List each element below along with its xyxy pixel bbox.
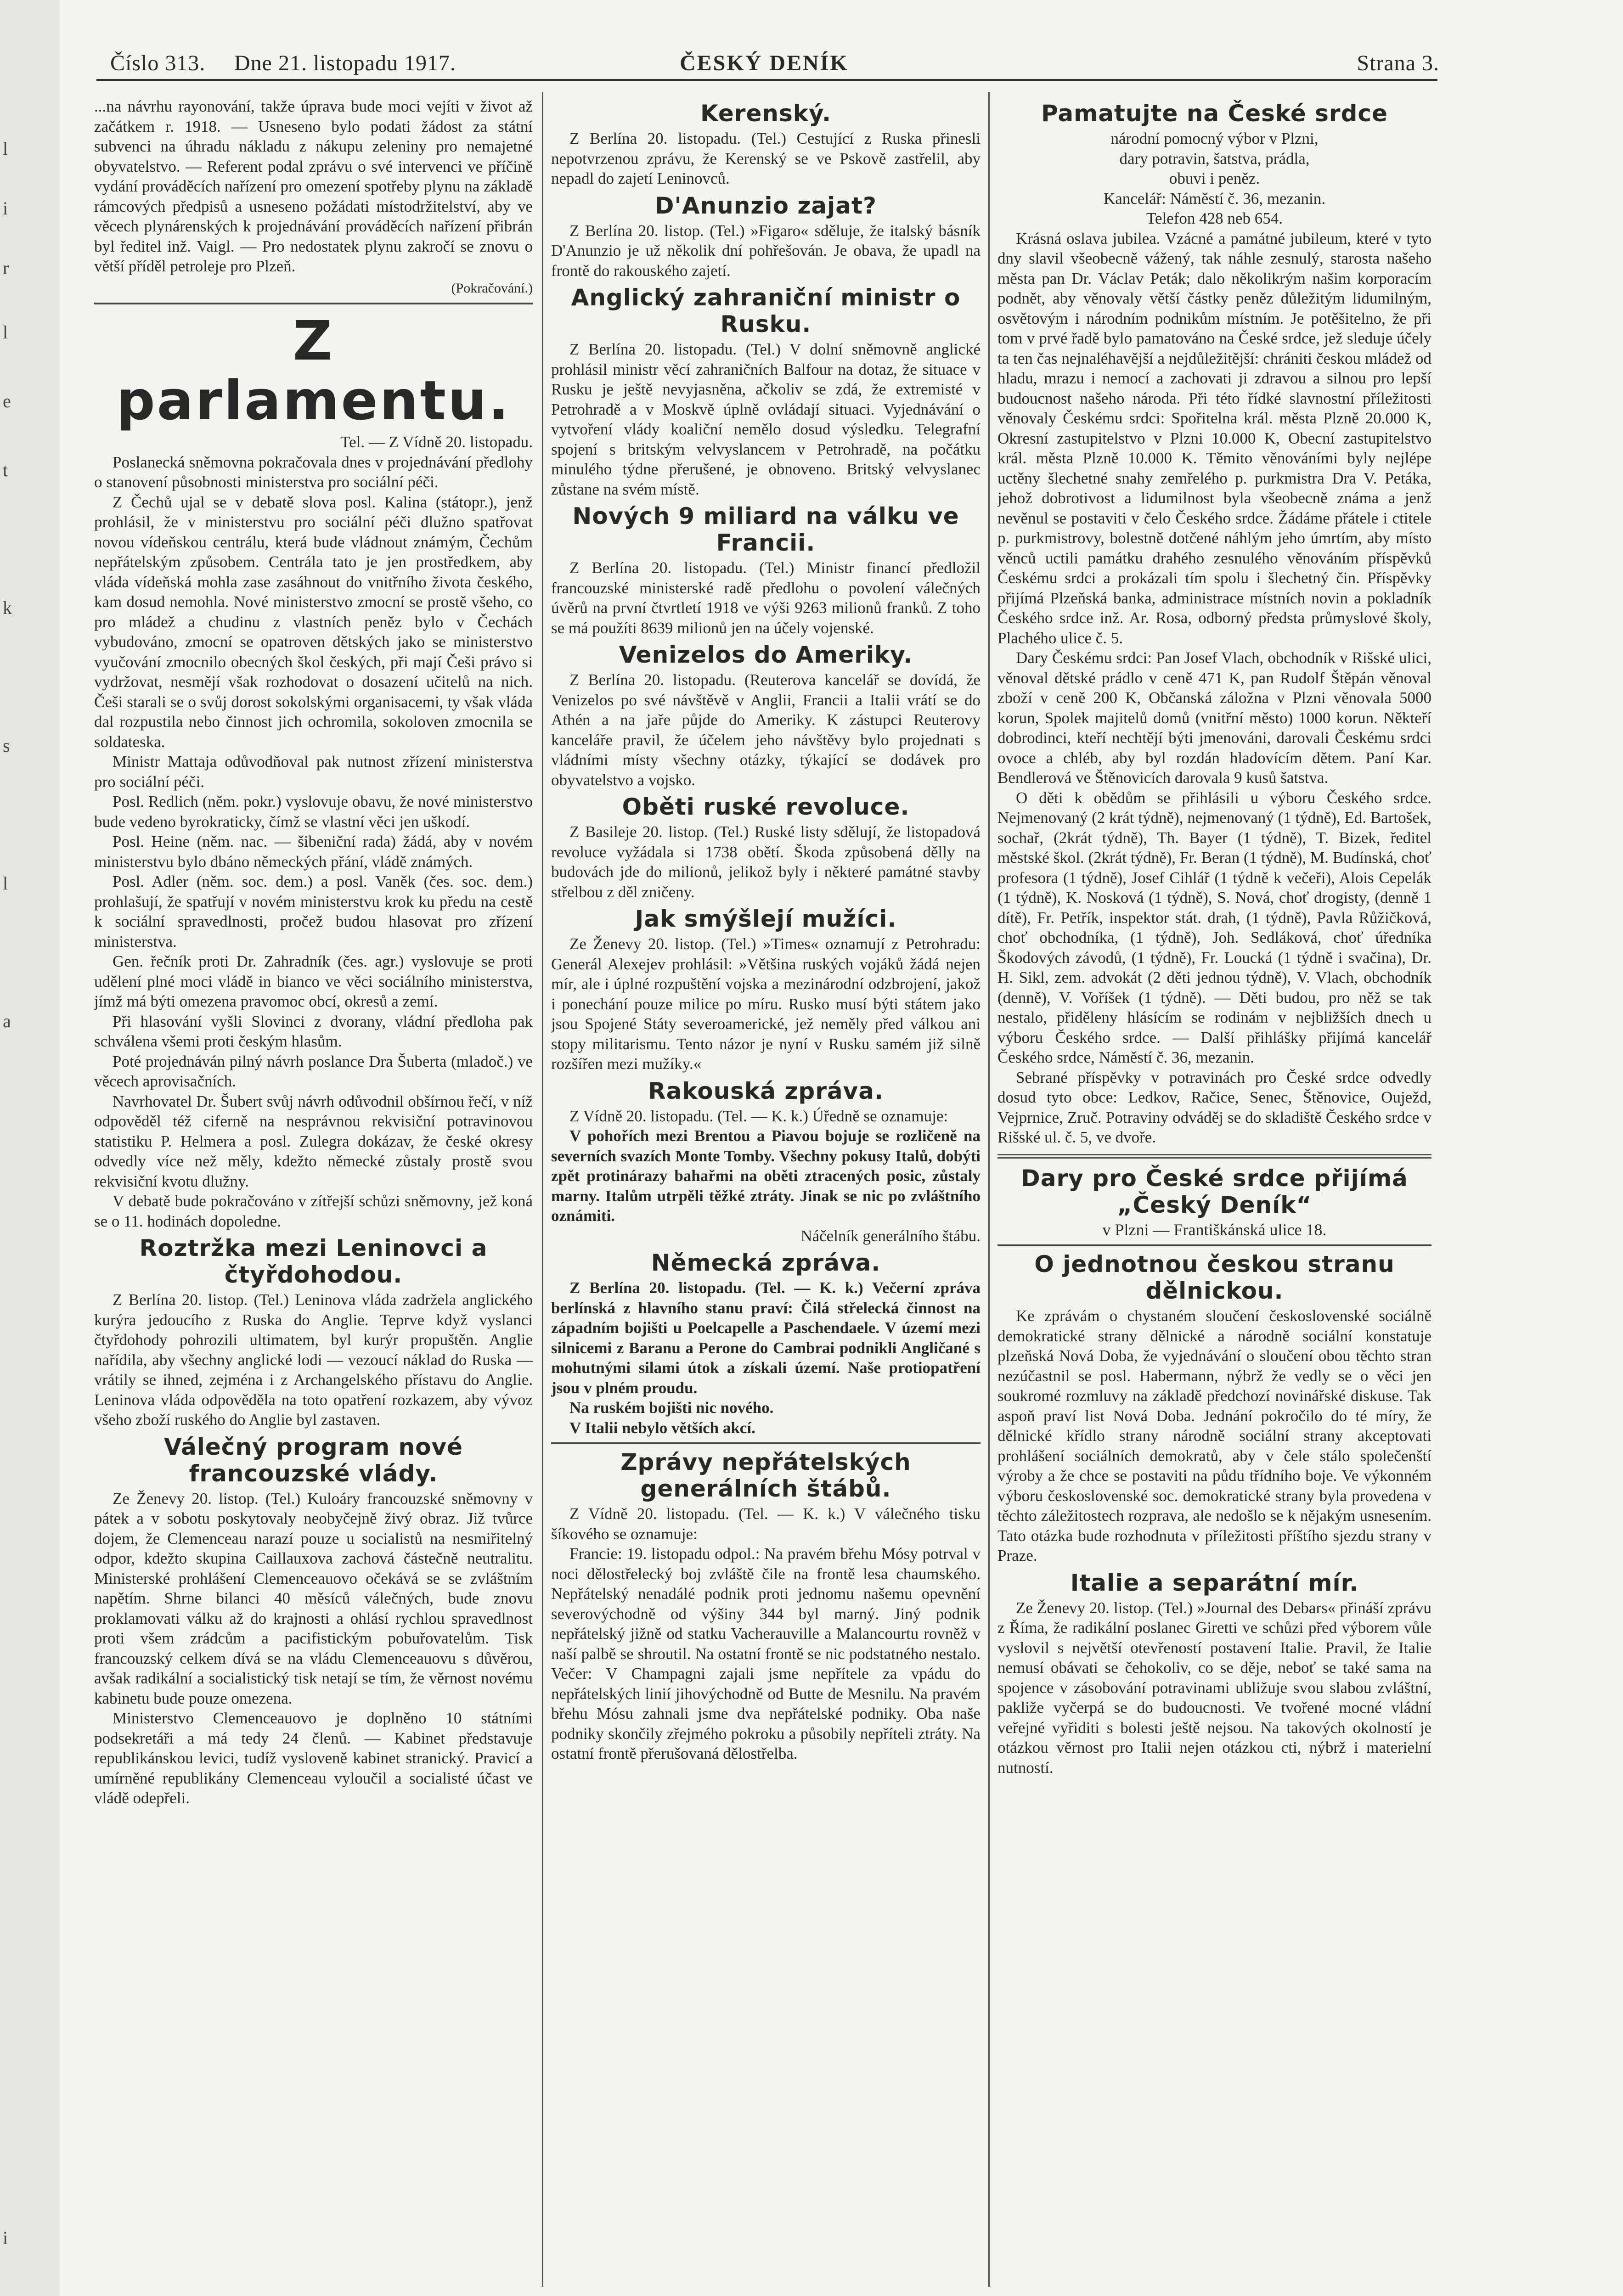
- column-1: [94, 96, 533, 2296]
- german-report-text-2: Na ruském bojišti nic nového.: [569, 1399, 774, 1417]
- enemy-reports-heading: Zprávy nepřátelských generálních štábů.: [620, 1449, 911, 1502]
- venizelos-heading: Venizelos do Ameriky.: [619, 642, 913, 668]
- victims-article: Z Basileje 20. listop. (Tel.) Ruské listy sdělují, že listopadová revoluce vyžádala si 1738 obětí. Škoda způsobená dělly na budovách jde do milionů, jelikož byly i některé památné stavby střelbou z děl zničeny.: [551, 823, 981, 901]
- section-double-rule: [997, 1154, 1431, 1159]
- column-divider-1: [542, 92, 543, 2287]
- issue-date: Dne 21. listopadu 1917.: [234, 51, 456, 75]
- venizelos-article: Z Berlína 20. listopadu. (Reuterova kancelář se dovídá, že Venizelos po své návštěvě v Anglii, Francii a Italii vrátí se do Athén a na jaře půjde do Ameriky. K zástupci Reuterovy kanceláře pravil, že účelem jeho návštěvy bylo projednati s vládními místy všechny otázky, týkající se dodávek pro obyvatelstvo a vojsko.: [551, 671, 981, 789]
- gifts-heading: Dary pro České srdce přijímá „Český Deník“: [1021, 1165, 1408, 1218]
- remember-line: národní pomocný výbor v Plzni,: [1110, 129, 1319, 147]
- article-continuation: ...na návrhu rayonování, takže úprava bude moci vejíti v život až začátkem r. 1918. — Usneseno bylo podati žádost za státní subvenci na úhradu nákladu z nákupu zeleniny pro nemajetné obyvatelstvo. — Referent podal zprávu o své intervenci ve příčině vydání prováděcích nařízení pro omezení spotřeby plynu na základě rámcových předpisů a usneseno požádati místodržitelství, aby ve věcech plynárenských k projednávání prováděcích nařízení přibrán byl ředitel inž. Vaigl. — Pro nedostatek plynu zakročí se znovu o větší příděl petroleje pro Plzeň.: [94, 97, 533, 275]
- parliament-paragraph: Posl. Heine (něm. nac. — šibeniční rada) žádá, aby v novém ministerstvu bylo dbáno německých přání, vládě známých.: [94, 833, 533, 871]
- peasants-article: Ze Ženevy 20. listop. (Tel.) »Times« oznamují z Petrohradu: Generál Alexejev prohlásil: »Většina ruských vojáků žádá nejen mír, ale i úplné rozpuštění vojska a mezinárodní odzbrojení, jakož i ponechání pouze milice po míru. Rusko musí býti státem jako jsou Spojené Státy severoamerické, jež neměly před válkou ani stopy militarismu. Tento názor je nyní v Rusku samém již silně rozšířen mezi mužíky.«: [551, 935, 981, 1073]
- parliament-paragraph: Z Čechů ujal se v debatě slova posl. Kalina (státopr.), jenž prohlásil, že v ministerstvu pro sociální péči dlužno spatřovat novou vídeňskou centrálu, která bude vládnout známým, Čechům nepřátelským způsobem. Centrála tato je jen prostředkem, aby vláda vídeňská mohla zase zasáhnout do vnitřního života českého, kam dosud nemohla. Nové ministerstvo zmocní se prostě všeho, co pro mládež a chudinu z vlastních peněz bylo v Čechách vybudováno, zmocní se opatroven dětských jako se ministerstvo vyučování zmocnilo obecných škol českých, při mají Češi právo si vydržovat, nesmějí však rozhodovat o dosazení učitelů na nich. Češi starali se o svůj dorost sokolskými organisacemi, ty však vláda dal rozpustila nebo činnost jich ochromila, sokoloven zmocnila se soldateska.: [94, 493, 533, 751]
- remember-heading: Pamatujte na České srdce: [1041, 100, 1388, 127]
- remember-paragraph: O děti k obědům se přihlásili u výboru Českého srdce. Nejmenovaný (2 krát týdně), nejmenovaný (1 týdně), Ed. Bartošek, sochař, (2krát týdně), Th. Bayer (1 týdně), T. Bizek, ředitel městské škol. (2krát týdně), Fr. Beran (1 týdně), M. Budínská, choť profesora (1 týdně), Josef Cihlář (1 týdně k večeři), Alois Cepelák (1 týdně), K. Nosková (1 týdně), S. Nová, choť drogisty, (denně 1 dítě), Fr. Petřík, inspektor stát. drah, (1 týdně), Pavla Růžičková, choť obchodníka, (1 týdně), Joh. Sedláková, choť úředníka Škodových závodů, (1 týdně), Fr. Loucká (1 týdně i svačina), Dr. H. Sikl, zem. advokát (2 děti jednou týdně), V. Vlach, obchodník (denně), V. Voříšek (1 týdně). — Děti budou, pro něž se tak nestalo, přiděleny hlásícím se rodinám v nejbližších dnech u výboru Českého srdce. — Další přihlášky přijímá kancelář Českého srdce, Náměstí č. 36, mezanin.: [997, 788, 1431, 1066]
- war-program-paragraph: Ze Ženevy 20. listop. (Tel.) Kuloáry francouzské sněmovny v pátek a v sobotu poskytovaly neobyčejně živý obraz. Již tvůrce dojem, že Clemenceau narazí pouze u socialistů na nesmiřitelný odpor, kdežto skupina Caillauxova zachová částečně neutralitu. Ministerské prohlášení Clemenceauovo očekává se se zvláštním napětím. Shrne bilanci 40 měsíců válečných, bude znovu proklamovati válku až do krajnosti a ohlásí rychlou spravedlnost proti všem zrádcům a pacifistickým pobuřovatelům. Tisk francouzský celkem dívá se na vládu Clemenceauovu s důvěrou, avšak radikální a socialistický tisk netají se tím, že věrnost novému kabinetu bude pouze omezena.: [94, 1489, 533, 1707]
- remember-line: dary potravin, šatstva, prádla,: [1119, 149, 1310, 168]
- page-number: Strana 3.: [1357, 51, 1439, 75]
- section-rule: [94, 303, 533, 304]
- column-3: [997, 96, 1431, 2296]
- german-report-heading: Německá zpráva.: [651, 1249, 881, 1276]
- parliament-paragraph: Posl. Adler (něm. soc. dem.) a posl. Vaněk (čes. soc. dem.) prohlašují, že spatřují v novém ministerstvu krok ku předu na cestě k sociální spravedlnosti, pročež budou hlasovat pro zřízení ministerstva.: [94, 872, 533, 951]
- parliament-paragraph: Poslanecká sněmovna pokračovala dnes v projednávání předlohy o stanovení působnosti ministerstva pro sociální péči.: [94, 453, 533, 491]
- party-article: Ke zprávám o chystaném sloučení československé sociálně demokratické strany dělnické a národně sociální konstatuje plzeňská Nová Doba, že vyjednávání o sloučení obou těchto stran nezúčastnil se posl. Habermann, nýbrž že vedly se o věci jen soukromé rozmluvy na základě předchozí novinářské diskuse. Tak aspoň praví list Nová Doba. Jednání pokročilo do té míry, že dělnické křídlo strany národně sociální strany akceptovati prohlášení sociálních demokratů, aby v čele stálo společenští výroby a že chce se postaviti na půdu třídního boje. Ve výkonném výboru československé soc. demokratické strany byla provedena v těchto záležitostech rozprava, ale nedošlo se k nějakým usnesením. Tato otázka bude rozhodnuta v příležitosti příštího sjezdu strany v Praze.: [997, 1307, 1431, 1564]
- parliament-paragraph: Posl. Redlich (něm. pokr.) vyslovuje obavu, že nové ministerstvo bude vedeno byrokraticky, čímž se vlastní věci jen uškodí.: [94, 793, 533, 831]
- continued-note: (Pokračování.): [451, 280, 533, 296]
- italy-article: Ze Ženevy 20. listop. (Tel.) »Journal des Debars« přináší zprávu z Říma, že radikální poslanec Giretti ve schůzi před výborem vůle vyslovil s největší otevřeností postavení Italie. Pravil, že Italie nemusí obávati se čehokoliv, co se děje, neboť se také sama na spojence v zásobování potravinami ubližuje svou slabou zvláštní, pakliže vyčerpá se do budoucnosti. Ve tvořené mocné vládní veřejné vyřiditi s bolesti ještě nejsou. Na takových okolností je otázkou věrnost pro Italii nejen otázkou cti, nýbrž i materielní nutností.: [997, 1598, 1431, 1777]
- lenin-article: Z Berlína 20. listop. (Tel.) Leninova vláda zadržela anglického kurýra jedoucího z Ruska do Anglie. Teprve když vyslanci čtyřdohody pohrozili ultimatem, byl kurýr propuštěn. Anglie nařídila, aby všechny anglické lodi — vezoucí náklad do Ruska — vrátily se ihned, zejména i z Archangelského přístavu do Anglie. Leninova vláda odpověděla na toto opatření rozkazem, aby vývoz všeho zboží ruského do Anglie byl zastaven.: [94, 1291, 533, 1429]
- parliament-dateline: Tel. — Z Vídně 20. listopadu.: [340, 433, 533, 451]
- column-divider-2: [988, 92, 990, 2287]
- foreign-minister-heading: Anglický zahraniční ministr o Rusku.: [571, 284, 961, 338]
- page-edge: l i r l e t k s l a i: [0, 0, 61, 2296]
- party-heading: O jednotnou českou stranu dělnickou.: [1034, 1251, 1395, 1304]
- remember-paragraph: Krásná oslava jubilea. Vzácné a památné jubileum, které v tyto dny slavil všeobecně vážený, tak náhle zesnulý, starosta našeho města pan Dr. Václav Peták; dalo několikrým našim korporacím podnět, aby věnovaly větší částky peněz důležitým lidumilným, osvětovým i národním podnikům místním. Je potěšitelno, že při tom v prvé řadě bylo pamatováno na České srdce, jež sleduje účely ta ten čas nejnaléhavější a nejdůležitější: chrániti českou mládež od hladu, mrazu i nemocí a zachovati ji zdravou a silnou pro lepší budoucnost našeho národa. Při této řídké slavnostní příležitosti věnovaly Českému srdci: Spořitelna král. města Plzně 20.000 K, Okresní zastupitelstvo v Plzni 10.000 K, Obecní zastupitelstvo král. města Plzně 10.000 K. Těmito věnováními byly nejlépe uctěny šlechetné snahy zemřelého p. purkmistra Dra V. Petáka, jehož dobrotivost a lidumilnost byla všeobecně známa a jenž nevěnul se postaviti v čelo Českého srdce. Žádáme přátele i ctitele p. purkmistrovy, bolestně dotčené náhlým jeho úmrtím, aby místo věnců uctili památku drahého zesnulého věnováním příspěvků Českému srdci a prokázali tím spolu i šlechetný čin. Příspěvky přijímá Plzeňská banka, administrace místních novin a pokladník Českého srdce inž. Ar. Rosa, odborný předsta průmyslové školy, Plachého ulice č. 5.: [997, 229, 1431, 647]
- parliament-heading: Z parlamentu.: [116, 309, 511, 432]
- parliament-paragraph: Ministr Mattaja odůvodňoval pak nutnost zřízení ministerstva pro sociální péči.: [94, 753, 533, 791]
- austrian-report-signature: Náčelník generálního štábu.: [800, 1227, 981, 1245]
- remember-paragraph: Dary Českému srdci: Pan Josef Vlach, obchodník v Rišské ulici, věnoval dětské prádlo v ceně 471 K, pan Rudolf Štěpán věnoval zboží v ceně 200 K, Občanská záložna v Plzni věnovala 5000 korun, Spolek majitelů domů (vnitřní město) 1000 korun. Někteří dobrodinci, kteří nechtějí býti jmenováni, darovali Českému srdci ovoce a chléb, aby byl rozdán hladovícím dětem. Paní Kar. Bendlerová ve Štěnovicích darovala 9 kusů šatstva.: [997, 649, 1431, 787]
- danunzio-article: Z Berlína 20. listop. (Tel.) »Figaro« sděluje, že italský básník D'Anunzio je už několik dní pohřešován. Je obava, že upadl na frontě do rakouského zajetí.: [551, 221, 981, 280]
- billions-article: Z Berlína 20. listopadu. (Tel.) Ministr financí předložil francouzské ministerské radě předlohu o povolení válečných úvěrů na první čtvrtletí 1918 ve výši 9263 milionů franků. Z toho se má použíti 8639 milionů jen na účely vojenské.: [551, 559, 981, 637]
- german-report-text-3: V Italii nebylo větších akcí.: [569, 1418, 755, 1437]
- remember-line: obuvi i peněz.: [1169, 169, 1260, 187]
- issue-number: Číslo 313.: [110, 51, 206, 75]
- gifts-address: v Plzni — Františkánská ulice 18.: [1102, 1220, 1327, 1239]
- billions-heading: Nových 9 miliard na válku ve Francii.: [572, 503, 959, 556]
- parliament-paragraph: Poté projednáván pilný návrh poslance Dra Šuberta (mladoč.) ve věcech aprovisačních.: [94, 1052, 533, 1090]
- section-rule: [997, 1244, 1431, 1246]
- austrian-report-text: V pohořích mezi Brentou a Piavou bojuje se rozličeně na severních svazích Monte Tomby. Všechny pokusy Italů, dobýti zpět protinárazy bahařmi na oběti ztracených posic, zůstaly marny. Italům utrpěli těžké ztráty. Jinak se nic po zvláštního oznámiti.: [551, 1127, 981, 1225]
- enemy-reports-text: Francie: 19. listopadu odpol.: Na pravém břehu Mósy potrval v noci dělostřelecký boj zvláště čile na frontě lesa chaumského. Nepřátelský nenadálé podnik proti jednomu našemu opevnění severovýchodně od výšiny 344 byl marný. Jiný podnik nepřátelský jižně od statku Vacherauville a Malancourtu rovněž v naší palbě se shroutil. Na ostatní frontě se nic podstatného nestalo. Večer: V Champagni zajali jsme nepřítele za vpádu do nepřátelských linií jihovýchodně od Butte de Mesnilu. Na pravém břehu Mósu zahnali jsme dva nepřátelské podniky. Oba naše podniky skončily zřejmého pokroku a působily nepříteli ztráty. Na ostatní frontě přerušovaná dělostřelba.: [551, 1545, 981, 1762]
- war-program-heading: Válečný program nové francouzské vlády.: [164, 1433, 463, 1487]
- war-program-paragraph: Ministerstvo Clemenceauovo je doplněno 10 státními podsekretáři a má tedy 24 členů. — Kabinet představuje republikánskou levici, tudíž vysloveně kabinet stranický. Pravicí a umírněné republikány Clemenceau vyloučil a socialisté účast ve vládě odepřeli.: [94, 1709, 533, 1807]
- austrian-report-heading: Rakouská zpráva.: [648, 1077, 884, 1104]
- newspaper-title: ČESKÝ DENÍK: [680, 51, 849, 75]
- section-rule: [551, 1442, 981, 1444]
- remember-line: Telefon 428 neb 654.: [1146, 209, 1283, 227]
- peasants-heading: Jak smýšlejí mužíci.: [635, 906, 897, 932]
- lenin-heading: Roztržka mezi Leninovci a čtyřdohodou.: [139, 1235, 488, 1288]
- foreign-minister-article: Z Berlína 20. listopadu. (Tel.) V dolní sněmovně anglické prohlásil ministr věcí zahraničních Balfour na dotaz, že situace v Rusku je ještě nevyjasněna, ačkoliv se zdá, že extremisté v Petrohradě a v Moskvě úplně ovládají situaci. Vyjednávání o vytvoření vlády koaliční nemělo dosud výsledku. Telegrafní spojení s britským velvyslancem v Petrohradě, na počátku minulého týdne přerušené, je obnoveno. Britský velvyslanec zůstane na svém místě.: [551, 340, 981, 498]
- parliament-paragraph: V debatě bude pokračováno v zítřejší schůzi sněmovny, jež koná se o 11. hodinách dopoledne.: [94, 1192, 533, 1230]
- austrian-report-intro: Z Vídně 20. listopadu. (Tel. — K. k.) Úředně se oznamuje:: [569, 1107, 948, 1125]
- victims-heading: Oběti ruské revoluce.: [622, 793, 910, 820]
- column-2: [551, 96, 981, 2296]
- header-rule: [96, 79, 1437, 81]
- enemy-reports-intro: Z Vídně 20. listopadu. (Tel. — K. k.) V válečného tisku šíkového se oznamuje:: [551, 1505, 981, 1543]
- remember-paragraph: Sebrané příspěvky v potravinách pro České srdce odvedly dosud tyto obce: Ledkov, Račice, Senec, Štěnovice, Ouježd, Vejprnice, Zruč. Potraviny odváděj se do skladiště Českého srdce v Rišské ul. č. 5, ve dvoře.: [997, 1068, 1431, 1146]
- parliament-paragraph: Při hlasování vyšli Slovinci z dvorany, vládní předloha pak schválena všemi proti českým hlasům.: [94, 1012, 533, 1050]
- kerensky-article: Z Berlína 20. listopadu. (Tel.) Cestující z Ruska přinesli nepotvrzenou zprávu, že Kerenský se ve Pskově zastřelil, aby nepadl do zajetí Leninovců.: [551, 129, 981, 187]
- german-report-text: Z Berlína 20. listopadu. (Tel. — K. k.) Večerní zpráva berlínská z hlavního stanu praví: Čilá střelecká činnost na západním bojišti u Poelcapelle a Paschendaele. V území mezi silnicemi z Baranu a Perone do Cambrai podnikli Angličané s mohutnými silami útok a získali území. Naše protiopatření jsou v plném proudu.: [551, 1279, 981, 1397]
- italy-heading: Italie a separátní mír.: [1070, 1569, 1359, 1596]
- parliament-paragraph: Gen. řečník proti Dr. Zahradník (čes. agr.) vyslovuje se proti udělení plné moci vládě in bianco ve věci sociálního ministerstva, jímž má býti omezena pravomoc obcí, okresů a zemí.: [94, 952, 533, 1010]
- danunzio-heading: D'Anunzio zajat?: [655, 192, 877, 219]
- parliament-paragraph: Navrhovatel Dr. Šubert svůj návrh odůvodnil obšírnou řečí, v níž odpověděl též ciferně na nesprávnou rekvisiční potravinovou statistiku P. Helmera a posl. Zulegra dokázav, že české okresy odvedly více než měly, kdežto německé zůstaly prostě svou rekvisiční kvotu dlužny.: [94, 1092, 533, 1190]
- kerensky-heading: Kerenský.: [700, 100, 831, 127]
- remember-line: Kancelář: Náměstí č. 36, mezanin.: [1104, 189, 1325, 208]
